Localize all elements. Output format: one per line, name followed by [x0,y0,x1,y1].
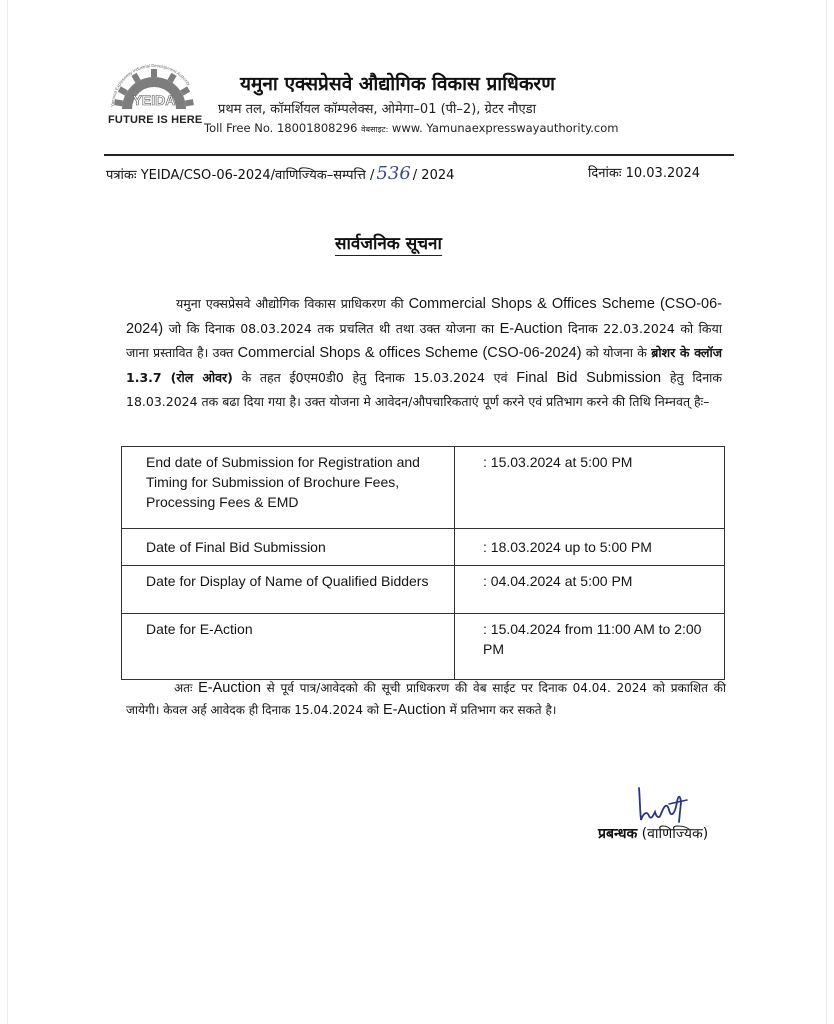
closing-eauction: E-Auction [382,702,446,718]
table-row [122,614,725,680]
logo-arc-text: Yamuna Expressway Industrial Development Authority [109,62,192,108]
body-text: जो कि दिनाक 08.03.2024 तक प्रचलित थी तथा उक्त योजना का [163,320,500,336]
logo-tagline: FUTURE IS HERE [108,114,203,126]
body-text: यमुना एक्सप्रेसवे औद्योगिक विकास प्राधिकरण की [176,296,409,311]
schedule-value: : 15.03.2024 at 5:00 PM [455,447,725,529]
notice-heading: सार्वजनिक सूचना [335,231,442,256]
body-text: को योजना के [581,345,652,360]
schedule-event: End date of Submission for Registration and Timing for Submission of Brochure Fees, Processing Fees & EMD [122,447,455,529]
body-final-bid: Final Bid Submission [516,369,662,386]
signature-mark [631,780,701,830]
reference-date [588,163,700,181]
signatory-title: प्रबन्धक [598,826,638,842]
closing-text: अतः [174,681,199,695]
website-link[interactable]: www. Yamunaexpresswayauthority.com [391,121,619,135]
logo-text: YEIDA [132,92,176,108]
signatory [598,824,708,843]
closing-paragraph [126,677,726,721]
schedule-value: : 04.04.2024 at 5:00 PM [455,566,725,614]
closing-text: में प्रतिभाग कर सकते है। [445,703,557,717]
reference-prefix: YEIDA/CSO-06-2024/वाणिज्यिक–सम्पत्ति / [140,168,375,183]
body-text: हेतु दिनाक 18.03.2024 तक बढा दिया गया है। उक्त योजना मे आवेदन/औपचारिकताएं पूर्ण करने एवं प्रतिभाग करने की तिथि निम्नवत् हैः– [126,369,722,409]
signatory-department: (वाणिज्यिक) [641,826,709,842]
body-text: दिनाक 22.03.2024 को किया जाना प्रस्तावित है। उक्त [126,320,723,360]
schedule-table [121,446,725,680]
body-scheme-name: Commercial Shops & offices Scheme (CSO-06-2024) [237,345,582,361]
body-text: के तहत ई0एम0डी0 हेतु दिनाक 15.03.2024 एवं [232,369,517,385]
date-label: दिनांकः [588,166,622,181]
date-value: 10.03.2024 [625,166,701,181]
closing-eauction: E-Auction [198,680,261,696]
schedule-value: : 18.03.2024 up to 5:00 PM [455,529,725,566]
schedule-event: Date for Display of Name of Qualified Bidders [122,566,455,614]
reference-number [106,163,454,184]
logo-gear-icon [104,55,204,117]
toll-free-number: 18001808296 [276,121,358,135]
organization-name: यमुना एक्सप्रेसवे औद्योगिक विकास प्राधिकरण [240,73,555,95]
table-row [122,447,725,529]
notice-body [126,292,722,414]
body-scheme-name: Commercial Shops & Offices Scheme (CSO-06-2024) [126,296,722,337]
website-label: वेबसाइट: [361,125,389,134]
reference-label: पत्रांकः [106,168,137,183]
notice-document [8,0,826,1024]
toll-free-label: Toll Free No. [204,121,274,135]
table-row [122,529,725,566]
body-clause: ब्रोशर के क्लॉज 1.3.7 (रोल ओवर) [126,345,722,385]
closing-text: से पूर्व पात्र/आवेदको की सूची प्राधिकरण की वेब साईट पर दिनाक 04.04. 2024 को प्रकाशित की जायेगी। केवल अर्ह आवेदक ही दिनाक 15.04.2024 को [126,681,726,717]
body-eauction: E-Auction [499,320,563,337]
schedule-event: Date for E-Action [122,614,455,680]
reference-handwritten-number: 536 [376,163,411,184]
schedule-value: : 15.04.2024 from 11:00 AM to 2:00 PM [455,614,725,680]
schedule-event: Date of Final Bid Submission [122,529,455,566]
table-row [122,566,725,614]
organization-address: प्रथम तल, कॉमर्शियल कॉम्पलेक्स, ओमेगा–01 (पी–2), ग्रेटर नौएडा [218,102,536,117]
reference-suffix: / 2024 [412,168,455,183]
organization-contact [204,121,618,135]
header-divider [104,154,734,156]
signature-icon [631,780,701,830]
